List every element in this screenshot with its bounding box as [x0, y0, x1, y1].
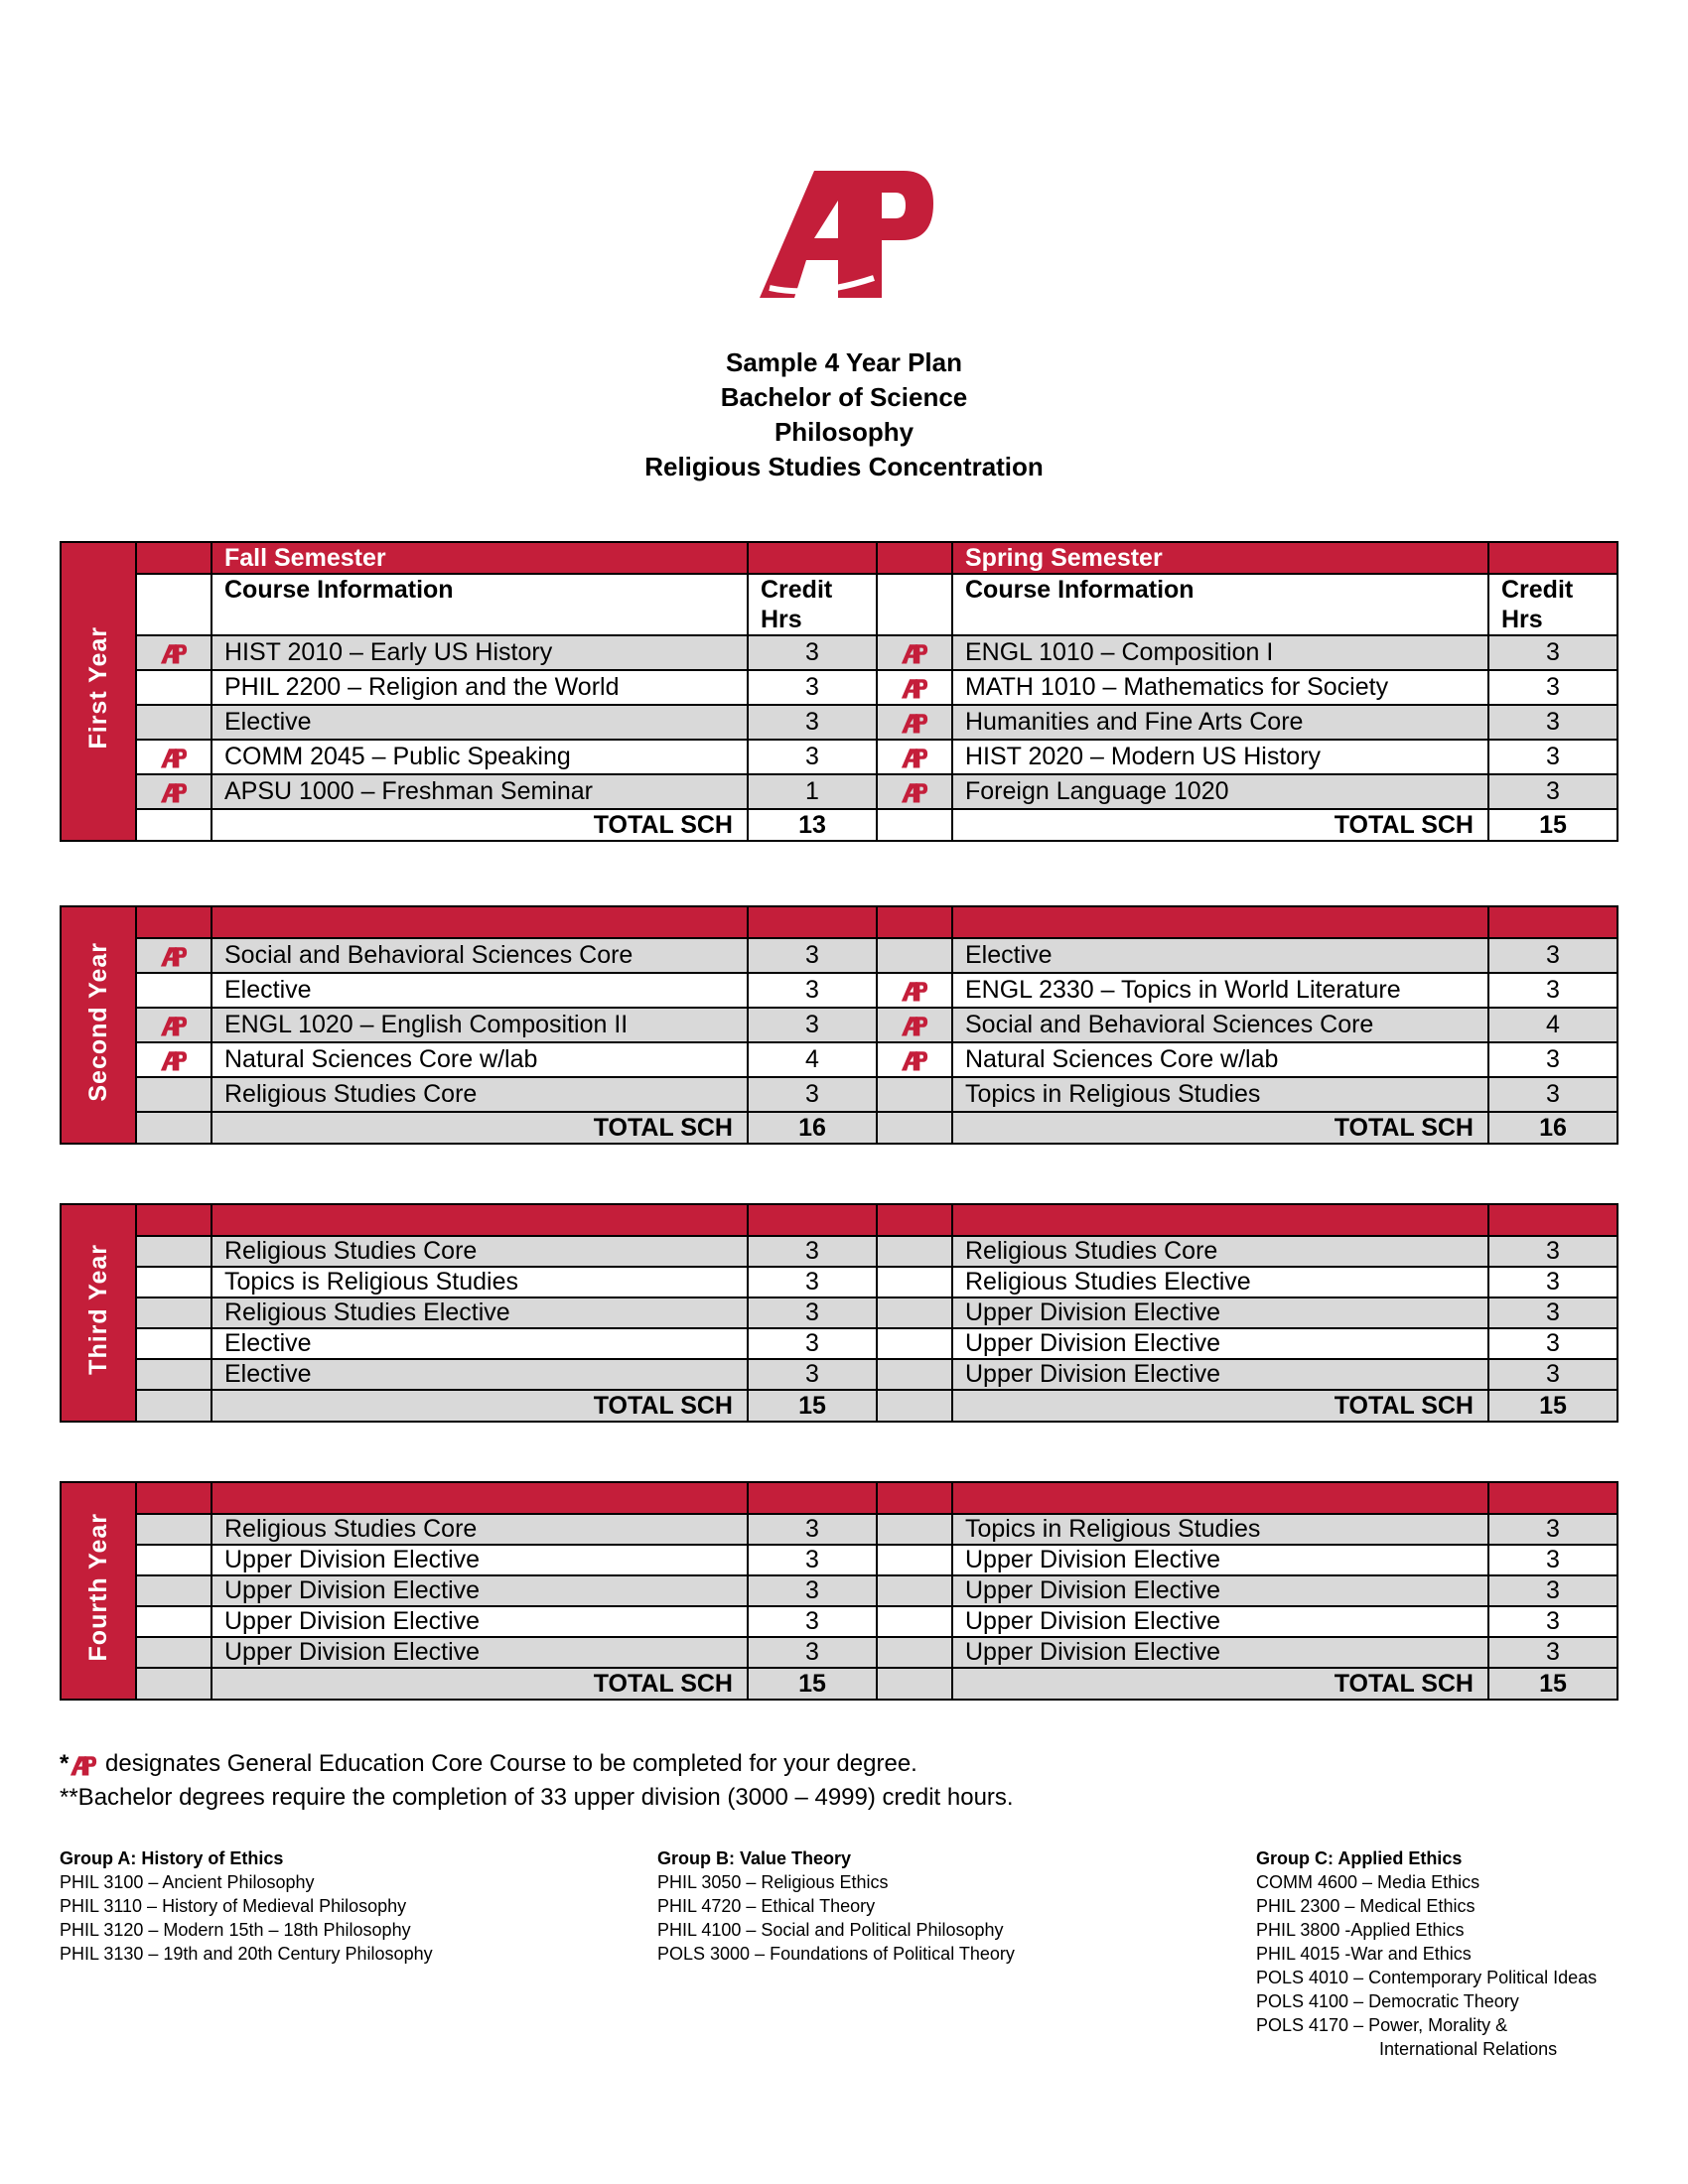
ap-core-icon [900, 708, 929, 736]
spring-course: Religious Studies Core [952, 1236, 1488, 1267]
semester-header-blank [877, 906, 952, 938]
spring-credit-hrs: 3 [1488, 740, 1618, 774]
fall-total-label: TOTAL SCH [211, 1112, 748, 1144]
total-blank [877, 809, 952, 841]
fall-core-marker [136, 705, 211, 740]
fall-course: Elective [211, 705, 748, 740]
footnote-star: * [60, 1750, 70, 1777]
spring-total-value: 16 [1488, 1112, 1618, 1144]
year-table-1 [60, 541, 1618, 842]
spring-course: Upper Division Elective [952, 1637, 1488, 1668]
group-course: POLS 3000 – Foundations of Political Theory [657, 1944, 1015, 1964]
fall-course: Religious Studies Elective [211, 1297, 748, 1328]
course-row [61, 1042, 1618, 1077]
semester-header-blank [1488, 906, 1618, 938]
fall-core-marker [136, 1575, 211, 1606]
group-course: POLS 4170 – Power, Morality & [1256, 2015, 1508, 2035]
ap-core-icon [900, 638, 929, 666]
fall-course: Elective [211, 1359, 748, 1390]
year-label: Second Year [83, 941, 112, 1102]
course-row [61, 635, 1618, 670]
course-row [61, 1077, 1618, 1112]
fall-core-marker [136, 670, 211, 705]
fall-total-label: TOTAL SCH [211, 809, 748, 841]
spring-course: Elective [952, 938, 1488, 973]
fall-course: Upper Division Elective [211, 1545, 748, 1575]
year-label: Third Year [83, 1244, 112, 1375]
course-row [61, 973, 1618, 1008]
course-row [61, 1267, 1618, 1297]
semester-header-blank [136, 542, 211, 574]
spring-core-marker [877, 670, 952, 705]
spring-credit-hrs: 3 [1488, 1575, 1618, 1606]
total-blank [136, 1668, 211, 1700]
fall-credit-hrs: 3 [748, 1575, 877, 1606]
spring-core-marker [877, 1637, 952, 1668]
spring-course: MATH 1010 – Mathematics for Society [952, 670, 1488, 705]
spring-core-marker [877, 1042, 952, 1077]
fall-core-marker [136, 1236, 211, 1267]
ap-core-icon [159, 1011, 189, 1038]
semester-header-blank [1488, 542, 1618, 574]
total-row [61, 809, 1618, 841]
spring-core-marker [877, 973, 952, 1008]
fall-core-marker [136, 1545, 211, 1575]
fall-core-marker [136, 973, 211, 1008]
course-group-c [1256, 1846, 1597, 2061]
year-table-2 [60, 905, 1618, 1145]
course-info-header: Course Information [211, 574, 748, 635]
spring-core-marker [877, 774, 952, 809]
spring-core-marker [877, 1008, 952, 1042]
plan-titles [0, 345, 1688, 484]
fall-credit-hrs: 3 [748, 1267, 877, 1297]
spring-course: ENGL 2330 – Topics in World Literature [952, 973, 1488, 1008]
fall-course: Elective [211, 973, 748, 1008]
spring-course: Religious Studies Elective [952, 1267, 1488, 1297]
year-label-cell [61, 1482, 136, 1700]
year-label-cell [61, 906, 136, 1144]
fall-credit-hrs: 3 [748, 740, 877, 774]
year-table-3 [60, 1203, 1618, 1423]
group-course: PHIL 3100 – Ancient Philosophy [60, 1872, 315, 1892]
fall-credit-hrs: 3 [748, 1359, 877, 1390]
course-row [61, 670, 1618, 705]
course-row [61, 705, 1618, 740]
spring-total-value: 15 [1488, 809, 1618, 841]
fall-credit-hrs: 3 [748, 938, 877, 973]
fall-credit-hrs: 3 [748, 1606, 877, 1637]
group-course: PHIL 2300 – Medical Ethics [1256, 1896, 1476, 1916]
year-label-cell [61, 542, 136, 841]
spring-course: Topics in Religious Studies [952, 1514, 1488, 1545]
fall-semester-header [211, 906, 748, 938]
spring-core-marker [877, 1514, 952, 1545]
fall-credit-hrs: 3 [748, 1514, 877, 1545]
spring-course: Upper Division Elective [952, 1575, 1488, 1606]
course-row [61, 740, 1618, 774]
fall-core-marker [136, 1606, 211, 1637]
spring-course: Upper Division Elective [952, 1545, 1488, 1575]
group-course: PHIL 3110 – History of Medieval Philosophy [60, 1896, 407, 1916]
spring-core-marker [877, 1267, 952, 1297]
semester-header-blank [748, 1482, 877, 1514]
semester-header-blank [748, 906, 877, 938]
fall-semester-header: Fall Semester [211, 542, 748, 574]
course-row [61, 1637, 1618, 1668]
footnotes [60, 1747, 1014, 1815]
course-group-a [60, 1846, 433, 1966]
group-course: COMM 4600 – Media Ethics [1256, 1872, 1480, 1892]
spring-credit-hrs: 3 [1488, 1359, 1618, 1390]
total-row [61, 1668, 1618, 1700]
fall-core-marker [136, 740, 211, 774]
spring-total-label: TOTAL SCH [952, 1390, 1488, 1422]
fall-credit-hrs: 1 [748, 774, 877, 809]
ap-core-icon [159, 638, 189, 666]
fall-course: COMM 2045 – Public Speaking [211, 740, 748, 774]
fall-total-value: 15 [748, 1390, 877, 1422]
spring-core-marker [877, 1297, 952, 1328]
fall-core-marker [136, 1267, 211, 1297]
spring-credit-hrs: 3 [1488, 938, 1618, 973]
semester-header-blank [877, 542, 952, 574]
course-row [61, 1297, 1618, 1328]
fall-semester-header [211, 1204, 748, 1236]
fall-credit-hrs: 3 [748, 973, 877, 1008]
fall-credit-hrs: 3 [748, 670, 877, 705]
title-line: Bachelor of Science [720, 382, 968, 412]
spring-core-marker [877, 1359, 952, 1390]
fall-total-value: 13 [748, 809, 877, 841]
fall-course: Religious Studies Core [211, 1077, 748, 1112]
fall-core-marker [136, 1008, 211, 1042]
spring-course: Upper Division Elective [952, 1328, 1488, 1359]
group-course: International Relations [1379, 2039, 1558, 2059]
total-blank [877, 1668, 952, 1700]
fall-core-marker [136, 1328, 211, 1359]
total-row [61, 1112, 1618, 1144]
spring-credit-hrs: 3 [1488, 774, 1618, 809]
fall-course: HIST 2010 – Early US History [211, 635, 748, 670]
total-blank [136, 1390, 211, 1422]
fall-course: Social and Behavioral Sciences Core [211, 938, 748, 973]
spring-core-marker [877, 1236, 952, 1267]
course-row [61, 1328, 1618, 1359]
fall-credit-hrs: 3 [748, 705, 877, 740]
fall-course: Natural Sciences Core w/lab [211, 1042, 748, 1077]
group-course: PHIL 3130 – 19th and 20th Century Philosophy [60, 1944, 433, 1964]
fall-semester-header [211, 1482, 748, 1514]
spring-credit-hrs: 3 [1488, 1042, 1618, 1077]
spring-core-marker [877, 1575, 952, 1606]
spring-course: Upper Division Elective [952, 1359, 1488, 1390]
fall-credit-hrs: 3 [748, 1008, 877, 1042]
course-group-b [657, 1846, 1015, 1966]
spring-credit-hrs: 4 [1488, 1008, 1618, 1042]
spring-credit-hrs: 3 [1488, 1267, 1618, 1297]
spring-total-label: TOTAL SCH [952, 1668, 1488, 1700]
fall-core-marker [136, 1297, 211, 1328]
column-header-blank [136, 574, 211, 635]
spring-total-value: 15 [1488, 1390, 1618, 1422]
upper-division-footnote: **Bachelor degrees require the completion of 33 upper division (3000 – 4999) credit hours. [60, 1784, 1014, 1811]
fall-total-value: 16 [748, 1112, 877, 1144]
spring-semester-header [952, 1482, 1488, 1514]
fall-course: ENGL 1020 – English Composition II [211, 1008, 748, 1042]
semester-header-blank [877, 1204, 952, 1236]
year-label: First Year [83, 626, 112, 750]
spring-semester-header [952, 906, 1488, 938]
fall-credit-hrs: 3 [748, 1637, 877, 1668]
fall-credit-hrs: 4 [748, 1042, 877, 1077]
group-course: PHIL 3120 – Modern 15th – 18th Philosophy [60, 1920, 411, 1940]
total-blank [136, 1112, 211, 1144]
fall-total-label: TOTAL SCH [211, 1668, 748, 1700]
course-row [61, 1514, 1618, 1545]
spring-core-marker [877, 740, 952, 774]
spring-core-marker [877, 635, 952, 670]
ap-core-icon [159, 941, 189, 969]
spring-course: Natural Sciences Core w/lab [952, 1042, 1488, 1077]
fall-core-marker [136, 938, 211, 973]
spring-course: Upper Division Elective [952, 1606, 1488, 1637]
fall-course: PHIL 2200 – Religion and the World [211, 670, 748, 705]
total-blank [136, 809, 211, 841]
semester-header-blank [1488, 1482, 1618, 1514]
spring-credit-hrs: 3 [1488, 973, 1618, 1008]
core-course-icon [69, 1750, 98, 1777]
spring-credit-hrs: 3 [1488, 1236, 1618, 1267]
group-title: Group B: Value Theory [657, 1848, 852, 1868]
course-row [61, 1575, 1618, 1606]
total-blank [877, 1112, 952, 1144]
spring-core-marker [877, 938, 952, 973]
year-table-4 [60, 1481, 1618, 1701]
fall-core-marker [136, 1514, 211, 1545]
group-course: PHIL 3050 – Religious Ethics [657, 1872, 889, 1892]
fall-core-marker [136, 1042, 211, 1077]
fall-course: Topics is Religious Studies [211, 1267, 748, 1297]
spring-course: Humanities and Fine Arts Core [952, 705, 1488, 740]
spring-credit-hrs: 3 [1488, 670, 1618, 705]
fall-course: Upper Division Elective [211, 1637, 748, 1668]
ap-core-icon [900, 976, 929, 1004]
spring-course: HIST 2020 – Modern US History [952, 740, 1488, 774]
spring-credit-hrs: 3 [1488, 635, 1618, 670]
spring-credit-hrs: 3 [1488, 1297, 1618, 1328]
fall-credit-hrs: 3 [748, 1297, 877, 1328]
fall-credit-hrs: 3 [748, 1328, 877, 1359]
spring-total-value: 15 [1488, 1668, 1618, 1700]
ap-core-icon [159, 1045, 189, 1073]
fall-course: Religious Studies Core [211, 1236, 748, 1267]
spring-total-label: TOTAL SCH [952, 809, 1488, 841]
fall-course: Religious Studies Core [211, 1514, 748, 1545]
group-title: Group A: History of Ethics [60, 1848, 284, 1868]
title-line: Philosophy [774, 417, 914, 447]
group-title: Group C: Applied Ethics [1256, 1848, 1463, 1868]
semester-header-blank [877, 1482, 952, 1514]
course-row [61, 1008, 1618, 1042]
spring-core-marker [877, 1328, 952, 1359]
core-footnote [60, 1747, 1014, 1781]
title-line: Religious Studies Concentration [644, 452, 1044, 481]
ap-core-icon [159, 743, 189, 770]
semester-header-blank [748, 1204, 877, 1236]
semester-header-blank [136, 1204, 211, 1236]
semester-header-blank [136, 906, 211, 938]
credit-hrs-header: Credit Hrs [748, 574, 877, 635]
fall-course: Upper Division Elective [211, 1606, 748, 1637]
spring-credit-hrs: 3 [1488, 1637, 1618, 1668]
title-line: Sample 4 Year Plan [726, 347, 962, 377]
fall-credit-hrs: 3 [748, 635, 877, 670]
spring-credit-hrs: 3 [1488, 1328, 1618, 1359]
spring-course: Foreign Language 1020 [952, 774, 1488, 809]
course-row [61, 938, 1618, 973]
spring-course: ENGL 1010 – Composition I [952, 635, 1488, 670]
spring-credit-hrs: 3 [1488, 1545, 1618, 1575]
fall-course: APSU 1000 – Freshman Seminar [211, 774, 748, 809]
group-course: PHIL 3800 -Applied Ethics [1256, 1920, 1465, 1940]
course-info-header: Course Information [952, 574, 1488, 635]
spring-credit-hrs: 3 [1488, 1514, 1618, 1545]
semester-header-blank [136, 1482, 211, 1514]
spring-core-marker [877, 1606, 952, 1637]
spring-core-marker [877, 1077, 952, 1112]
semester-header-blank [748, 542, 877, 574]
spring-core-marker [877, 1545, 952, 1575]
year-label-cell [61, 1204, 136, 1422]
credit-hrs-header: Credit Hrs [1488, 574, 1618, 635]
group-course: PHIL 4720 – Ethical Theory [657, 1896, 876, 1916]
fall-course: Upper Division Elective [211, 1575, 748, 1606]
course-row [61, 1606, 1618, 1637]
fall-total-value: 15 [748, 1668, 877, 1700]
fall-credit-hrs: 3 [748, 1545, 877, 1575]
fall-total-label: TOTAL SCH [211, 1390, 748, 1422]
ap-core-icon [900, 743, 929, 770]
spring-credit-hrs: 3 [1488, 705, 1618, 740]
core-note-text: designates General Education Core Course to be completed for your degree. [98, 1750, 917, 1777]
fall-credit-hrs: 3 [748, 1077, 877, 1112]
group-course: PHIL 4100 – Social and Political Philosophy [657, 1920, 1004, 1940]
fall-core-marker [136, 774, 211, 809]
spring-semester-header: Spring Semester [952, 542, 1488, 574]
fall-course: Elective [211, 1328, 748, 1359]
course-row [61, 1236, 1618, 1267]
apsu-logo [755, 149, 938, 308]
fall-core-marker [136, 1637, 211, 1668]
ap-core-icon [900, 1011, 929, 1038]
course-row [61, 1359, 1618, 1390]
fall-core-marker [136, 635, 211, 670]
course-row [61, 774, 1618, 809]
ap-core-icon [900, 1045, 929, 1073]
spring-credit-hrs: 3 [1488, 1606, 1618, 1637]
course-row [61, 1545, 1618, 1575]
group-course: PHIL 4015 -War and Ethics [1256, 1944, 1472, 1964]
spring-credit-hrs: 3 [1488, 1077, 1618, 1112]
fall-core-marker [136, 1359, 211, 1390]
spring-course: Upper Division Elective [952, 1297, 1488, 1328]
group-course: POLS 4010 – Contemporary Political Ideas [1256, 1968, 1598, 1987]
ap-core-icon [900, 777, 929, 805]
fall-credit-hrs: 3 [748, 1236, 877, 1267]
total-blank [877, 1390, 952, 1422]
spring-course: Social and Behavioral Sciences Core [952, 1008, 1488, 1042]
group-course: POLS 4100 – Democratic Theory [1256, 1991, 1519, 2011]
fall-core-marker [136, 1077, 211, 1112]
spring-total-label: TOTAL SCH [952, 1112, 1488, 1144]
spring-core-marker [877, 705, 952, 740]
column-header-blank [877, 574, 952, 635]
semester-header-blank [1488, 1204, 1618, 1236]
ap-core-icon [900, 673, 929, 701]
total-row [61, 1390, 1618, 1422]
spring-course: Topics in Religious Studies [952, 1077, 1488, 1112]
year-label: Fourth Year [83, 1513, 112, 1662]
ap-core-icon [159, 777, 189, 805]
spring-semester-header [952, 1204, 1488, 1236]
